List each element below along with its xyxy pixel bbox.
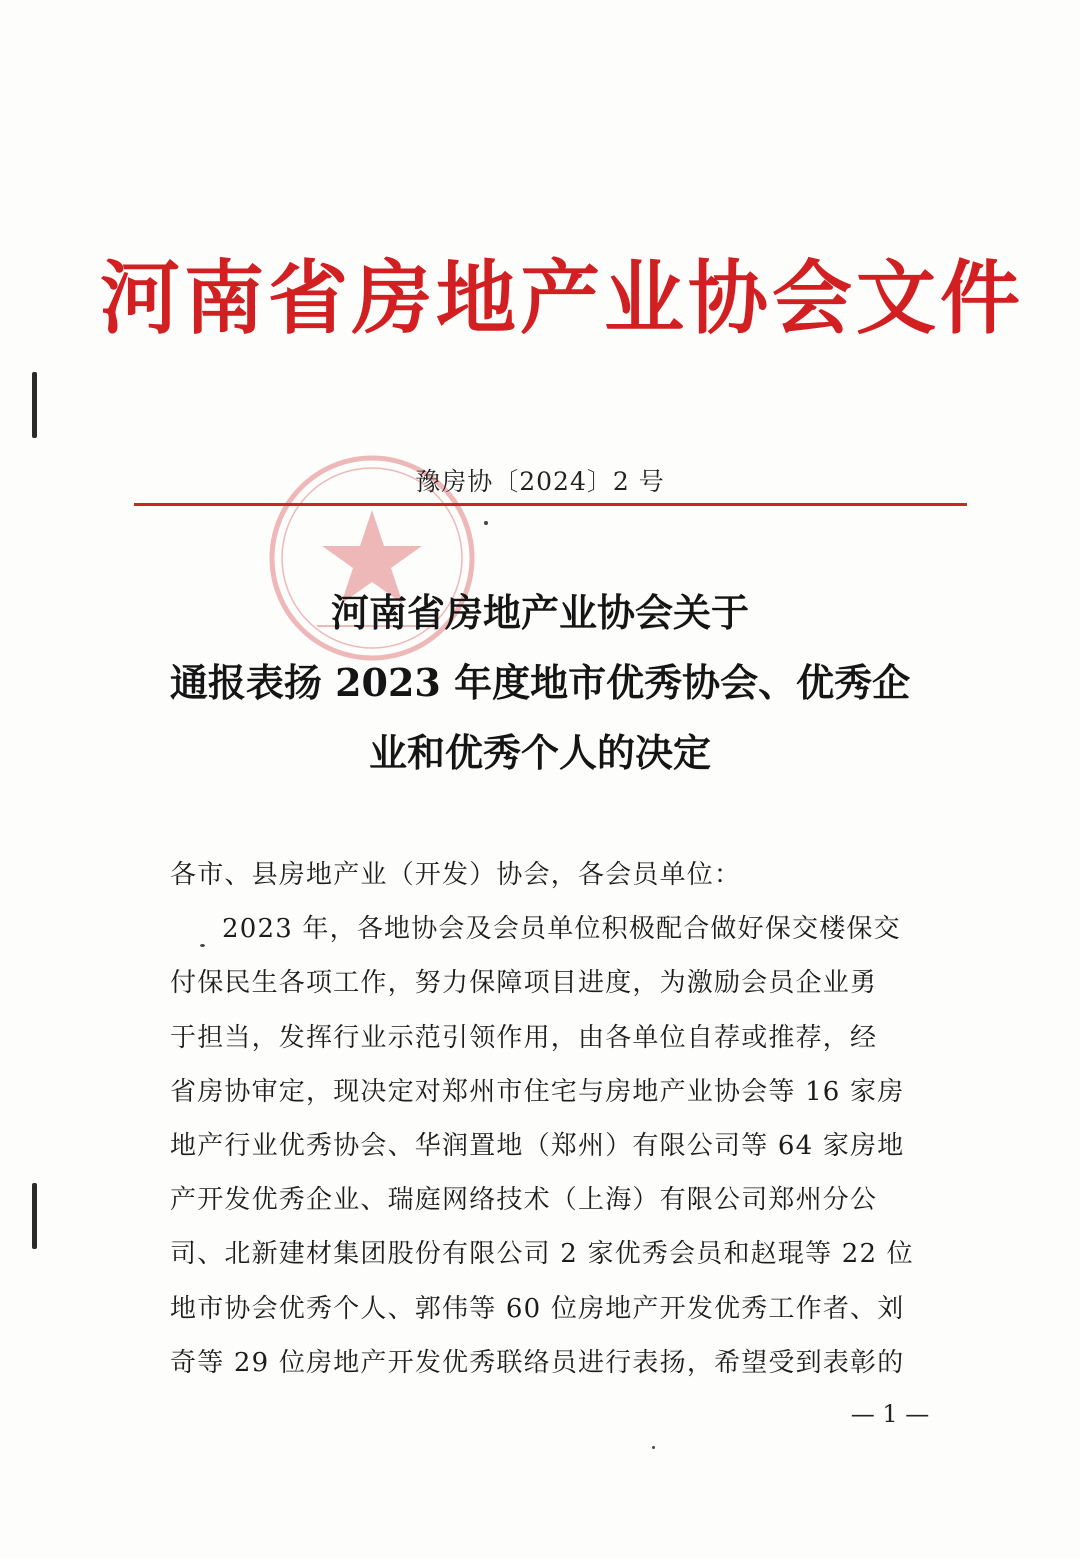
body-line: 司、北新建材集团股份有限公司 2 家优秀会员和赵琨等 22 位 (170, 1239, 914, 1270)
title-line-3: 业和优秀个人的决定 (368, 730, 711, 775)
title-line-1: 河南省房地产业协会关于 (330, 590, 749, 635)
red-separator-line (134, 503, 967, 506)
body-line: 于担当，发挥行业示范引领作用，由各单位自荐或推荐，经 (170, 1022, 878, 1053)
body-line: 地产行业优秀协会、华润置地（郑州）有限公司等 64 家房地 (170, 1130, 905, 1161)
document-number: 豫房协〔2024〕2 号 (415, 467, 665, 496)
salutation: 各市、县房地产业（开发）协会，各会员单位： (170, 860, 742, 890)
scan-speck (484, 521, 488, 525)
body-line: 2023 年，各地协会及会员单位积极配合做好保交楼保交 (222, 914, 901, 945)
title-line-2: 通报表扬 2023 年度地市优秀协会、优秀企 (169, 660, 911, 705)
document-title (140, 578, 940, 788)
document-body (170, 848, 920, 1390)
body-line: 付保民生各项工作，努力保障项目进度，为激励会员企业勇 (170, 968, 878, 999)
body-line: 奇等 29 位房地产开发优秀联络员进行表扬，希望受到表彰的 (170, 1347, 905, 1378)
page-number: — 1 — (850, 1400, 930, 1428)
binding-staple-top (32, 372, 37, 438)
body-line: 省房协审定，现决定对郑州市住宅与房地产业协会等 16 家房 (170, 1076, 905, 1107)
scan-speck (652, 1446, 655, 1449)
masthead-title: 河南省房地产业协会文件 (100, 251, 1024, 345)
body-line: 地市协会优秀个人、郭伟等 60 位房地产开发优秀工作者、刘 (170, 1293, 905, 1324)
body-line: 产开发优秀企业、瑞庭网络技术（上海）有限公司郑州分公 (170, 1185, 878, 1216)
scan-speck (200, 944, 205, 947)
binding-staple-bottom (32, 1183, 37, 1249)
